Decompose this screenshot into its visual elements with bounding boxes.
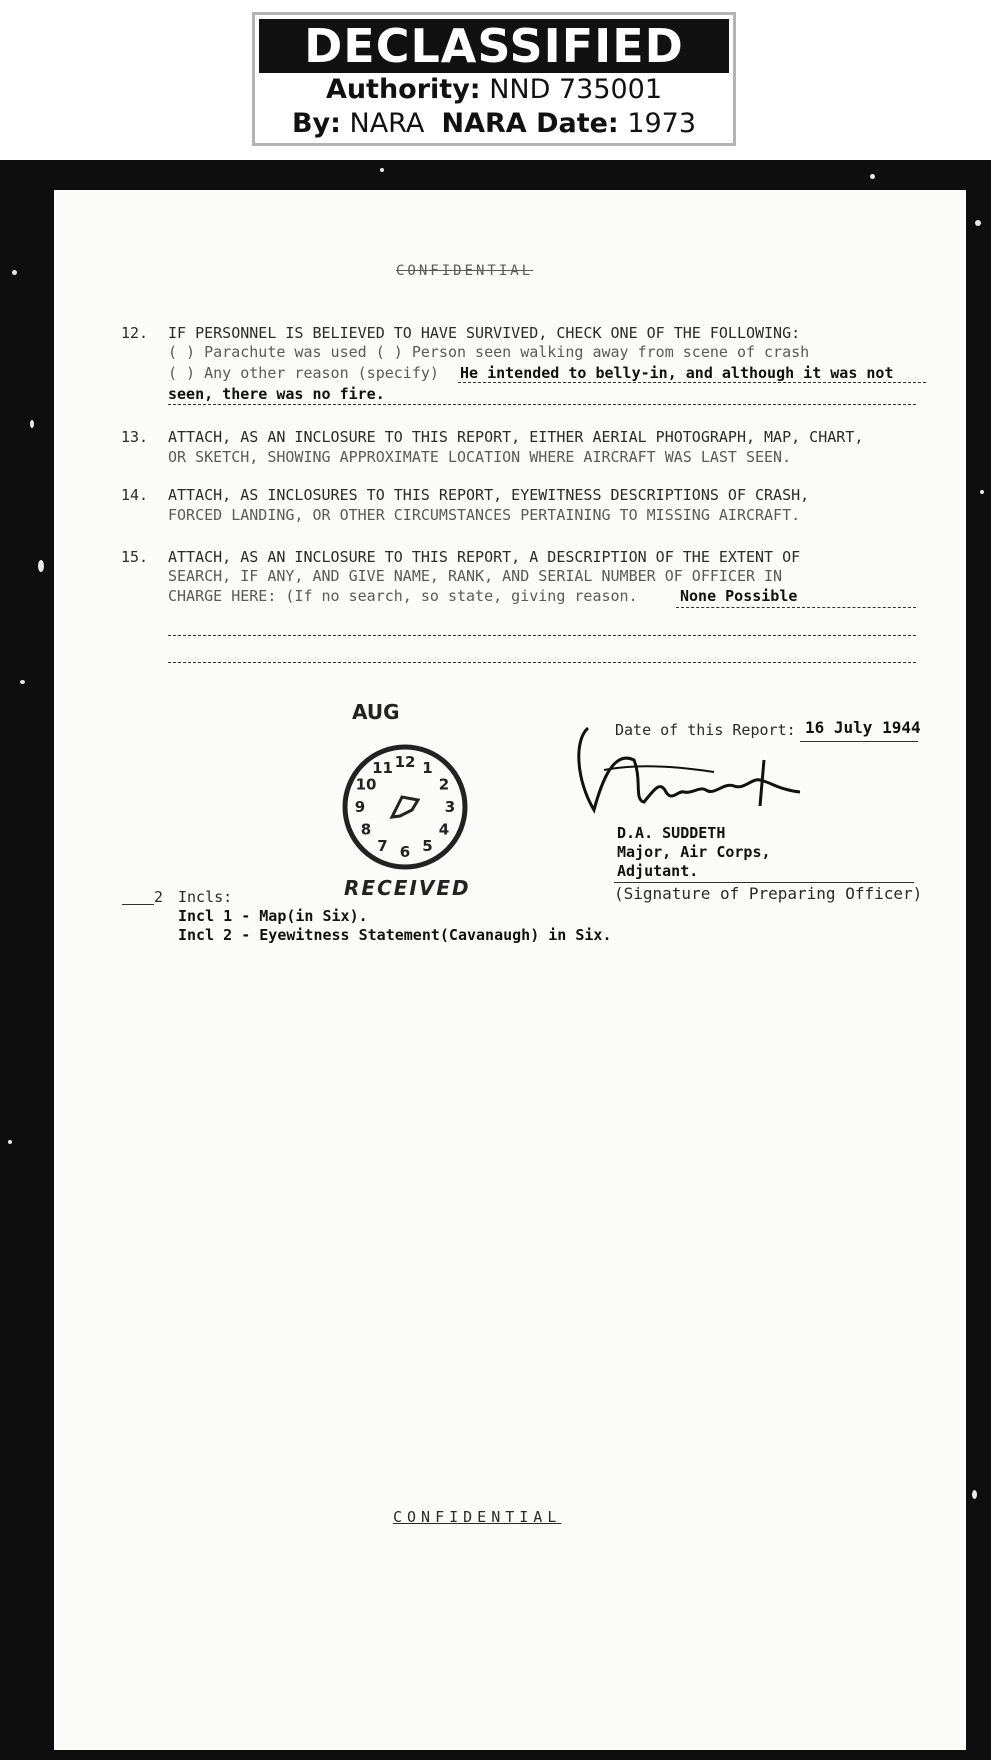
by-label: By: xyxy=(291,108,341,139)
clock-numeral: 12 xyxy=(394,753,416,771)
item-15-blank-rule xyxy=(168,662,916,663)
authority-value: NND 735001 xyxy=(489,74,663,105)
item-12-line1: IF PERSONNEL IS BELIEVED TO HAVE SURVIVED, CHECK ONE OF THE FOLLOWING: xyxy=(168,324,801,342)
clock-numeral: 6 xyxy=(399,843,411,861)
clock-numeral: 10 xyxy=(355,775,377,794)
officer-name: D.A. SUDDETH xyxy=(617,824,726,842)
scan-speck xyxy=(8,1140,12,1144)
declassified-title: DECLASSIFIED xyxy=(259,19,729,73)
officer-title: Adjutant. xyxy=(617,862,699,880)
stamp-month: AUG xyxy=(352,700,400,724)
report-date-rule xyxy=(800,741,918,742)
item-12-answer-rule xyxy=(458,382,926,383)
scan-speck xyxy=(980,490,984,494)
header-confidential-mark: CONFIDENTIAL xyxy=(396,263,534,279)
authority-label: Authority: xyxy=(325,74,481,105)
item-15-line2: SEARCH, IF ANY, AND GIVE NAME, RANK, AND SERIAL NUMBER OF OFFICER IN xyxy=(168,567,783,585)
inclosures-label: Incls: xyxy=(178,888,233,906)
clock-numeral: 9 xyxy=(354,798,366,816)
clock-numeral: 5 xyxy=(422,837,433,855)
scan-speck xyxy=(20,680,25,684)
pen-hand-icon xyxy=(392,797,418,817)
stamp-received: RECEIVED xyxy=(344,876,471,900)
item-12-number: 12. xyxy=(121,324,149,342)
scan-speck xyxy=(870,174,875,179)
scan-speck xyxy=(30,420,34,428)
item-12-line3-prefix: ( ) Any other reason (specify) xyxy=(168,364,439,382)
inclosure-count-rule xyxy=(122,904,154,905)
item-13-line1: ATTACH, AS AN INCLOSURE TO THIS REPORT, EITHER AERIAL PHOTOGRAPH, MAP, CHART, xyxy=(168,428,864,446)
signature-caption: (Signature of Preparing Officer) xyxy=(614,884,923,903)
clock-numeral: 11 xyxy=(372,759,393,777)
item-15-blank-rule xyxy=(168,635,916,636)
received-clock-stamp xyxy=(340,742,470,872)
by-value: NARA xyxy=(349,108,425,139)
scan-speck xyxy=(38,560,44,572)
scan-speck xyxy=(972,1490,977,1499)
inclosure-2: Incl 2 - Eyewitness Statement(Cavanaugh) in Six. xyxy=(178,926,612,944)
item-15-line3-prefix: CHARGE HERE: (If no search, so state, giving reason. xyxy=(168,587,638,605)
by-line xyxy=(255,107,733,141)
signature-rule xyxy=(614,882,914,883)
item-15-number: 15. xyxy=(121,548,149,566)
item-13-line2: OR SKETCH, SHOWING APPROXIMATE LOCATION WHERE AIRCRAFT WAS LAST SEEN. xyxy=(168,448,792,466)
clock-numeral: 2 xyxy=(438,775,450,794)
scan-speck xyxy=(380,168,384,172)
item-14-number: 14. xyxy=(121,486,149,504)
scan-speck xyxy=(12,270,17,275)
clock-numeral: 7 xyxy=(377,837,388,855)
item-15-line1: ATTACH, AS AN INCLOSURE TO THIS REPORT, A DESCRIPTION OF THE EXTENT OF xyxy=(168,548,801,566)
item-12-answer-line1: He intended to belly-in, and although it was not xyxy=(460,364,894,382)
nara-date-label: NARA Date: xyxy=(441,108,619,139)
scan-speck xyxy=(975,220,981,226)
authority-line xyxy=(255,73,733,107)
nara-date-value: 1973 xyxy=(627,108,697,139)
item-12-line2: ( ) Parachute was used ( ) Person seen walking away from scene of crash xyxy=(168,343,810,361)
item-12-answer-line2: seen, there was no fire. xyxy=(168,385,385,403)
item-15-answer: None Possible xyxy=(680,587,798,605)
report-date-label: Date of this Report: xyxy=(615,721,796,739)
report-date-value: 16 July 1944 xyxy=(805,718,921,737)
inclosure-count: 2 xyxy=(154,888,164,906)
item-13-number: 13. xyxy=(121,428,149,446)
footer-confidential-mark: CONFIDENTIAL xyxy=(393,1508,562,1526)
item-14-line1: ATTACH, AS INCLOSURES TO THIS REPORT, EYEWITNESS DESCRIPTIONS OF CRASH, xyxy=(168,486,810,504)
item-15-answer-rule xyxy=(676,607,916,608)
clock-numeral: 3 xyxy=(444,798,456,816)
officer-signature xyxy=(574,720,814,830)
item-14-line2: FORCED LANDING, OR OTHER CIRCUMSTANCES PERTAINING TO MISSING AIRCRAFT. xyxy=(168,506,801,524)
item-12-answer-rule xyxy=(168,404,916,405)
clock-numeral: 1 xyxy=(422,759,433,777)
declassification-stamp xyxy=(252,12,736,146)
clock-numeral: 4 xyxy=(438,820,450,839)
officer-rank: Major, Air Corps, xyxy=(617,843,771,861)
inclosure-1: Incl 1 - Map(in Six). xyxy=(178,907,368,925)
clock-numeral: 8 xyxy=(360,820,372,839)
